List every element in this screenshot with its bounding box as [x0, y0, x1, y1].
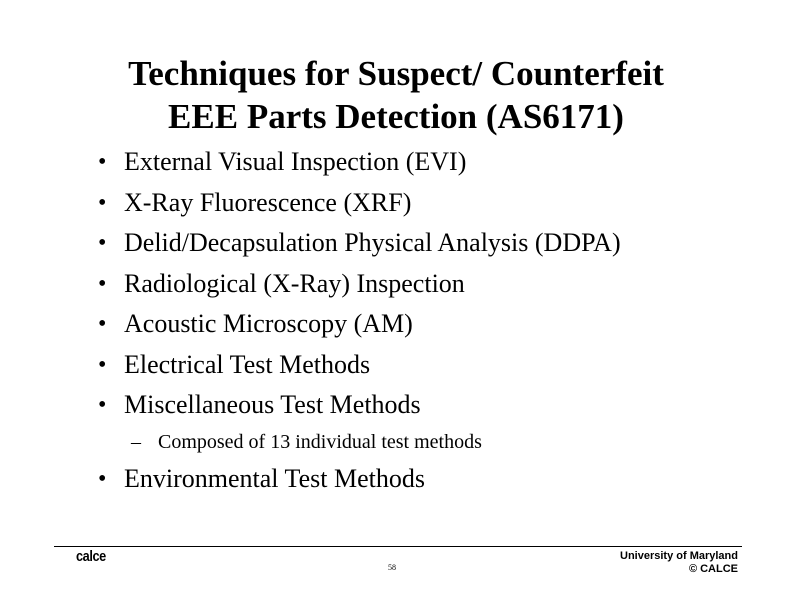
bullet-dot-icon: • — [98, 465, 107, 492]
bullet-text: External Visual Inspection (EVI) — [124, 147, 467, 176]
bullet-item — [98, 385, 621, 426]
page-number: 58 — [388, 563, 396, 572]
bullet-item — [98, 264, 621, 305]
copyright: © CALCE — [688, 563, 738, 575]
bullet-item — [98, 459, 621, 500]
bullet-text: Miscellaneous Test Methods — [124, 390, 421, 419]
bullet-item — [98, 142, 621, 183]
title-line-1: Techniques for Suspect/ Counterfeit — [128, 54, 664, 93]
bullet-dot-icon: • — [98, 351, 107, 378]
sub-bullet-text: Composed of 13 individual test methods — [158, 430, 482, 453]
bullet-text: Acoustic Microscopy (AM) — [124, 309, 413, 338]
bullet-text: Electrical Test Methods — [124, 349, 371, 379]
bullet-text: Radiological (X-Ray) Inspection — [124, 268, 465, 298]
sub-bullet-item — [98, 426, 621, 459]
bullet-item — [98, 345, 621, 386]
footer-organization — [620, 550, 738, 576]
bullet-list — [98, 142, 621, 499]
bullet-item — [98, 304, 621, 345]
dash-icon: – — [131, 430, 141, 453]
bullet-dot-icon: • — [98, 189, 107, 216]
slide-title — [0, 52, 792, 138]
bullet-item — [98, 223, 621, 264]
footer-divider — [54, 546, 742, 547]
title-line-2: EEE Parts Detection (AS6171) — [168, 97, 624, 136]
org-name: University of Maryland — [620, 550, 738, 562]
bullet-dot-icon: • — [98, 149, 107, 175]
bullet-text: Environmental Test Methods — [124, 463, 425, 493]
bullet-dot-icon: • — [98, 270, 107, 297]
bullet-text: Delid/Decapsulation Physical Analysis (DDPA) — [124, 228, 621, 257]
bullet-text: X-Ray Fluorescence (XRF) — [124, 187, 412, 217]
calce-logo: calce — [76, 548, 106, 565]
bullet-dot-icon: • — [98, 311, 107, 337]
bullet-dot-icon: • — [98, 230, 107, 256]
bullet-dot-icon: • — [98, 392, 107, 418]
bullet-item — [98, 183, 621, 224]
